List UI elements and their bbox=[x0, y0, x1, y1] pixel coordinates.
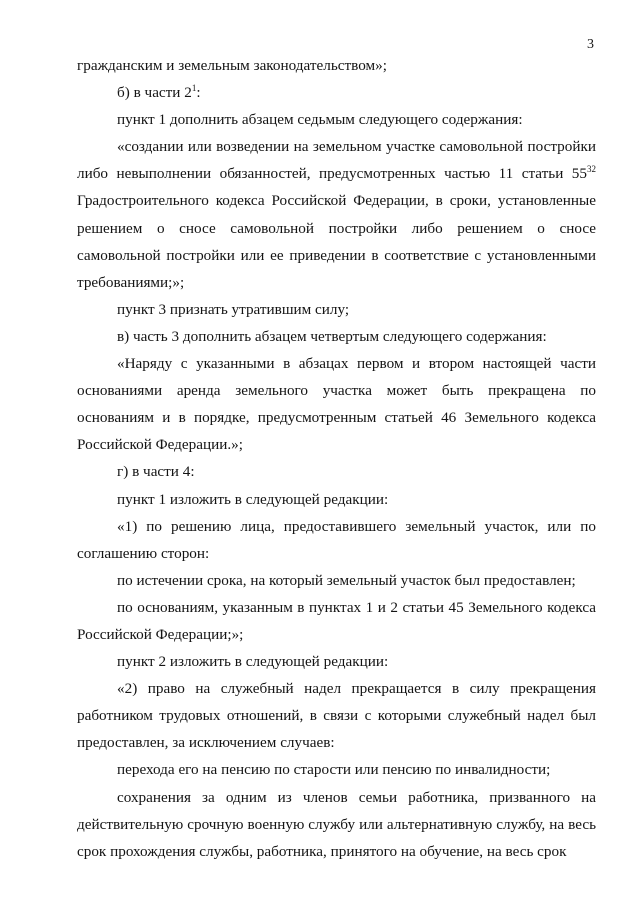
paragraph-continuation: гражданским и земельным законодательством»; bbox=[77, 57, 387, 74]
paragraph-item-v: в) часть 3 дополнить абзацем четвертым следующего содержания: bbox=[117, 327, 547, 345]
paragraph-quote: «2) право на служебный надел прекращается в силу прекращения работником трудовых отношений, в связи с которыми служебный надел был предоставлен, за исключением случаев: bbox=[77, 680, 596, 752]
paragraph-item-b: б) в части $2^1$: bbox=[117, 83, 201, 102]
paragraph: пункт 1 дополнить абзацем седьмым следующего содержания: bbox=[117, 111, 523, 129]
paragraph-quote: «1) по решению лица, предоставившего земельный участок, или по соглашению сторон: bbox=[77, 517, 596, 562]
superscript: 32 bbox=[587, 164, 596, 175]
paragraph-quote: «создании или возведении на земельном участке самовольной постройки либо невыполнении обязанностей, предусмотренных частью 11 статьи $55^{32}$ Градостроительного кодекса Российской Федерации, в сроки, установленные решением о сносе самовольной постройки либо решением о сносе самовольной постройки или ее приведении в соответствие с установленными требованиями;»; bbox=[77, 138, 596, 291]
paragraph-quote: «Наряду с указанными в абзацах первом и втором настоящей части основаниями аренда земельного участка может быть прекращена по основаниям и в порядке, предусмотренным статьей 46 Земельного кодекса Российской Федерации.»; bbox=[77, 355, 596, 454]
paragraph: пункт 2 изложить в следующей редакции: bbox=[117, 653, 389, 671]
page-number: 3 bbox=[587, 37, 594, 52]
superscript: 1 bbox=[191, 83, 197, 94]
paragraph: по основаниям, указанным в пунктах 1 и 2 статьи 45 Земельного кодекса Российской Федерации;»; bbox=[77, 598, 596, 643]
paragraph: пункт 3 признать утратившим силу; bbox=[117, 300, 350, 318]
paragraph-item-g: г) в части 4: bbox=[117, 463, 195, 481]
paragraph: по истечении срока, на который земельный участок был предоставлен; bbox=[117, 571, 576, 589]
paragraph: пункт 1 изложить в следующей редакции: bbox=[117, 490, 389, 508]
paragraph: сохранения за одним из членов семьи работника, призванного на действительную срочную военную службу или альтернативную службу, на весь срок прохождения службы, работника, принятого на обучение, на весь срок bbox=[77, 788, 596, 860]
document-body bbox=[77, 52, 596, 865]
paragraph: перехода его на пенсию по старости или пенсию по инвалидности; bbox=[117, 761, 551, 779]
